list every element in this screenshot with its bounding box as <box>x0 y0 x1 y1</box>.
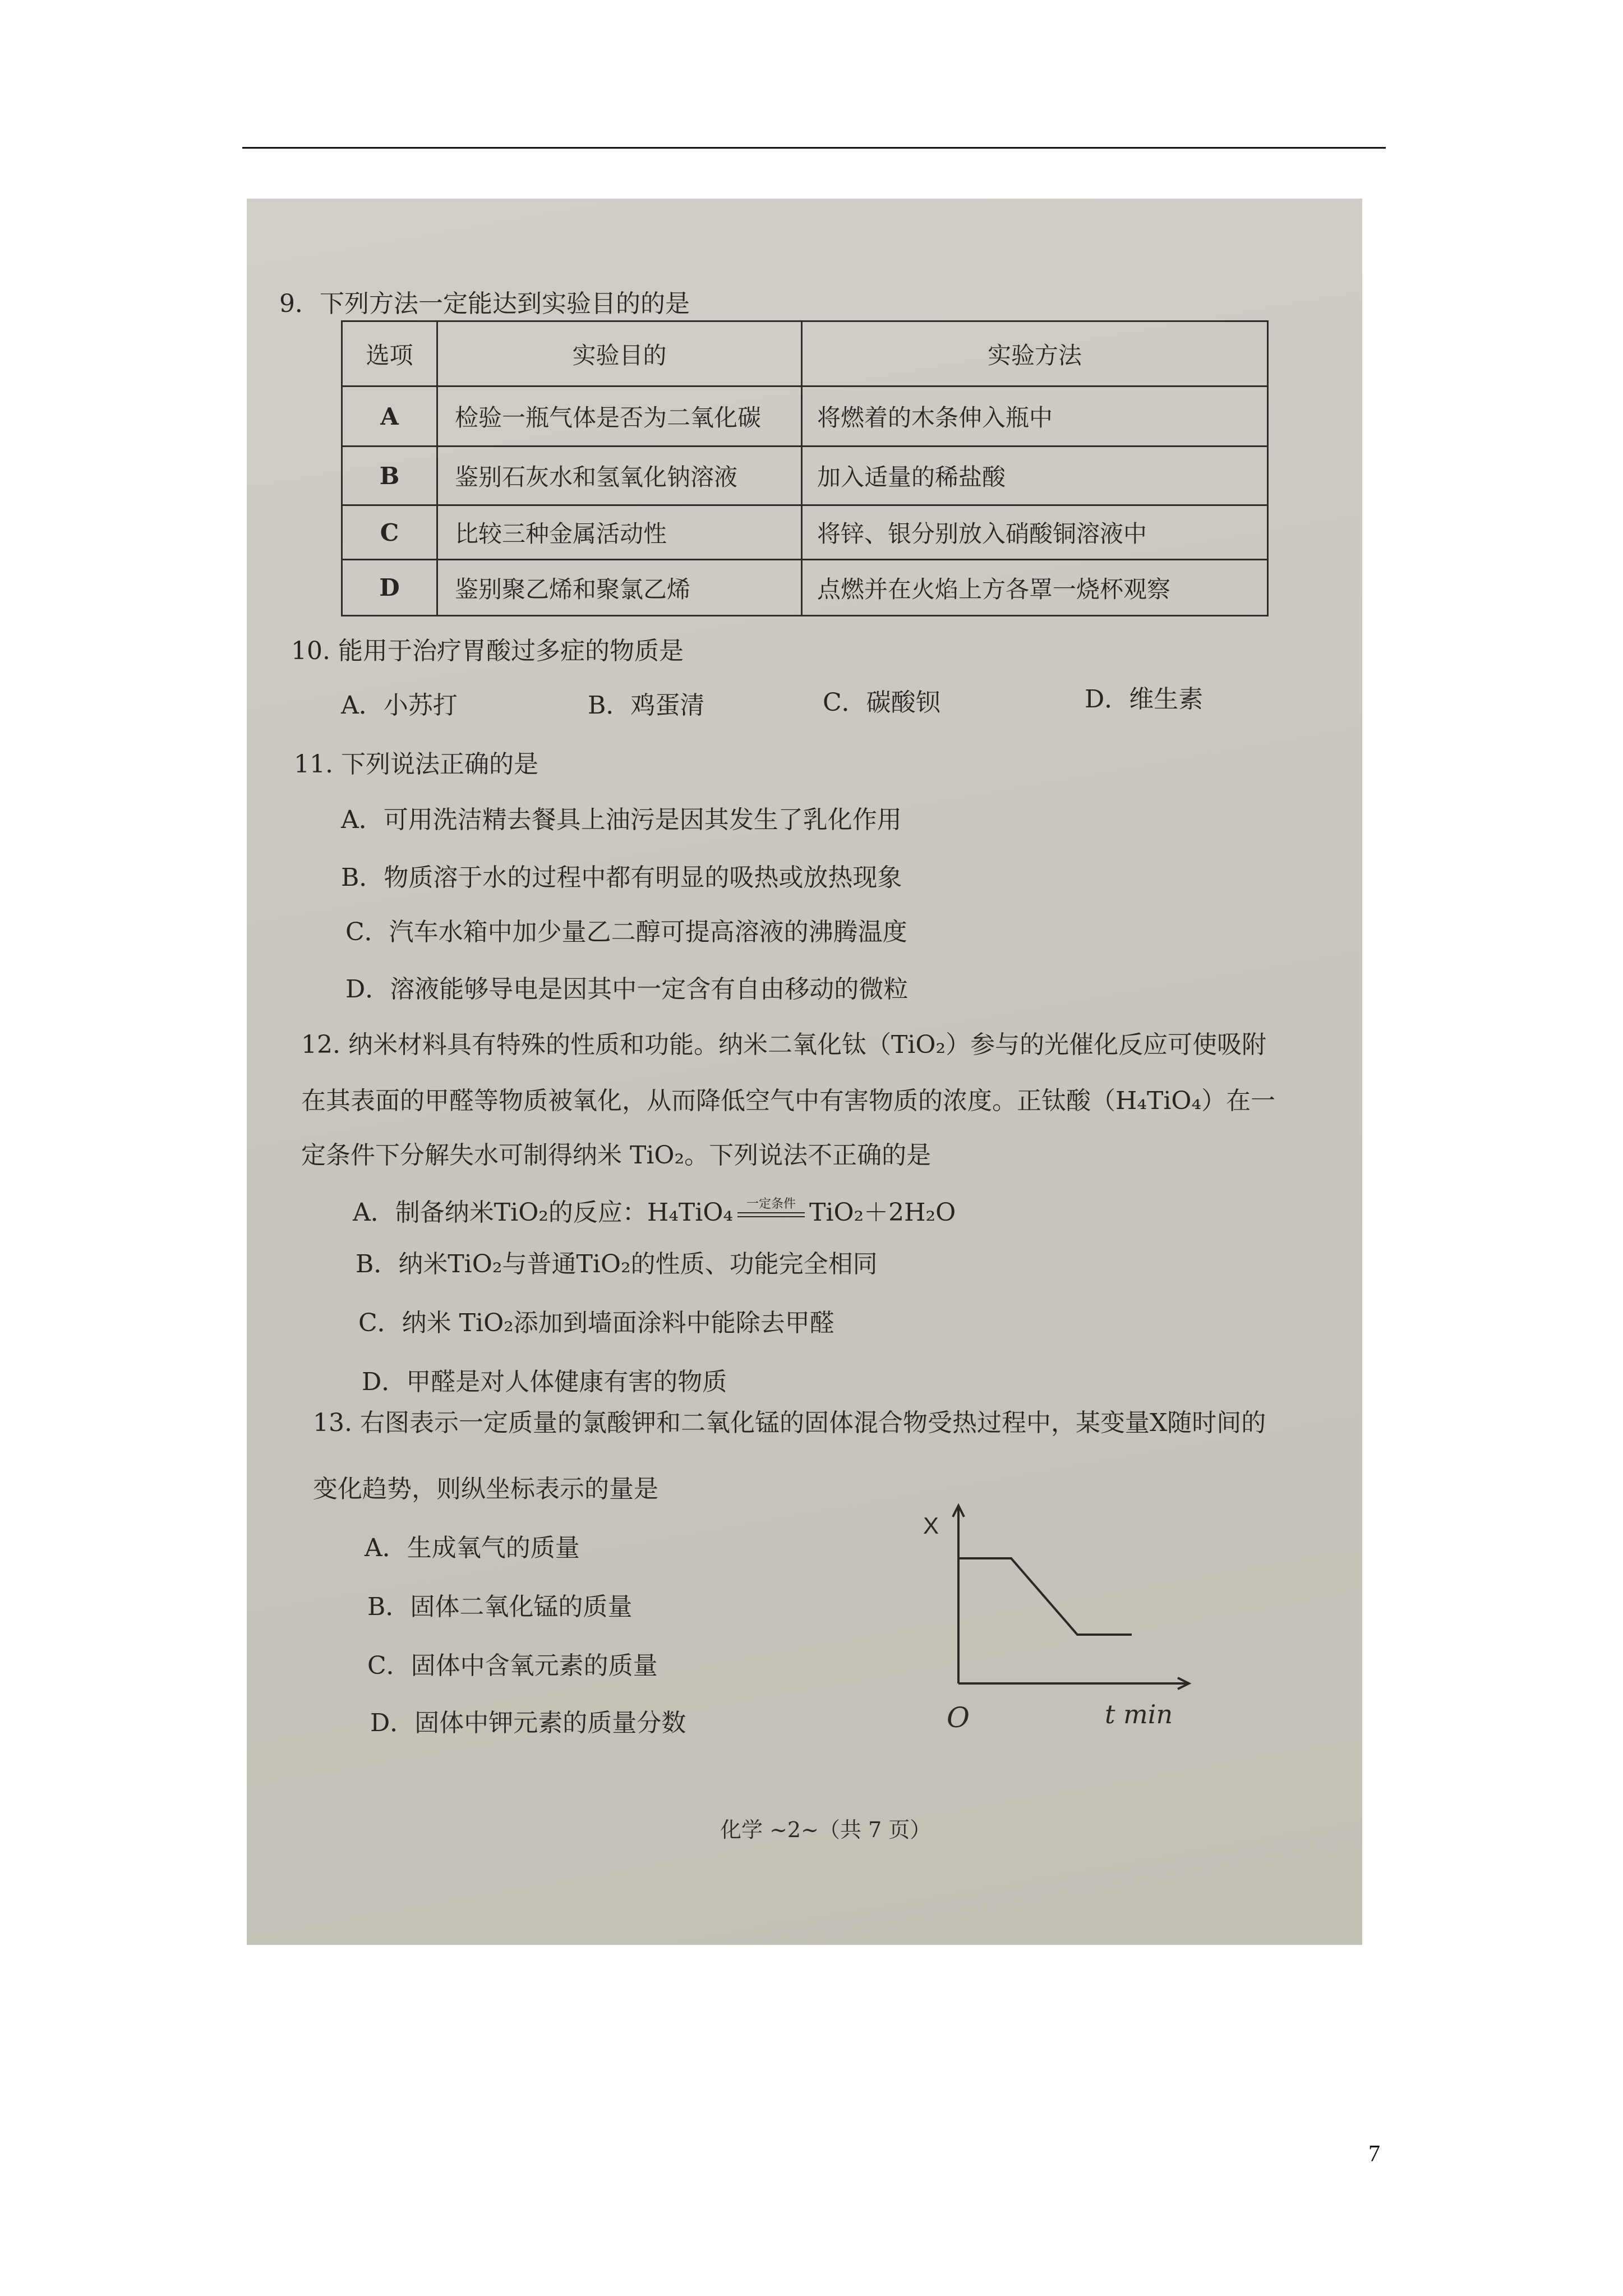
reaction-condition-equals <box>735 1199 807 1227</box>
q12-option-a <box>353 1199 956 1227</box>
q13-graph <box>909 1489 1223 1752</box>
q10-stem: 10. 能用于治疗胃酸过多症的物质是 <box>291 637 684 665</box>
table-cell-method: 将锌、银分别放入硝酸铜溶液中 <box>802 505 1268 560</box>
table-cell-aim: 鉴别石灰水和氢氧化钠溶液 <box>437 447 802 505</box>
table-cell-method: 将燃着的木条伸入瓶中 <box>802 386 1268 447</box>
scanned-exam-photo <box>247 199 1362 1945</box>
table-cell-aim: 比较三种金属活动性 <box>437 505 802 560</box>
table-row <box>342 560 1268 616</box>
q11-option-d: D．溶液能够导电是因其中一定含有自由移动的微粒 <box>345 975 909 1004</box>
table-header-option: 选项 <box>342 321 437 386</box>
q10-option-b: B．鸡蛋清 <box>588 691 705 720</box>
q13-option-c: C．固体中含氧元素的质量 <box>367 1651 658 1680</box>
page-top-rule <box>242 147 1386 149</box>
q11-stem: 11. 下列说法正确的是 <box>294 750 538 779</box>
q12-option-a-products: TiO₂＋2H₂O <box>809 1198 956 1227</box>
q10-option-a: A．小苏打 <box>341 691 458 720</box>
q12-option-c: C．纳米 TiO₂添加到墙面涂料中能除去甲醛 <box>358 1309 834 1337</box>
table-cell-aim: 检验一瓶气体是否为二氧化碳 <box>437 386 802 447</box>
equals-sign <box>737 1212 805 1217</box>
table-cell-option: D <box>342 560 437 616</box>
x-axis-label: t min <box>1105 1699 1173 1729</box>
page-number: 7 <box>1368 2141 1380 2167</box>
q12-stem-line-3: 定条件下分解失水可制得纳米 TiO₂。下列说法不正确的是 <box>301 1141 932 1170</box>
table-cell-option: A <box>342 386 437 447</box>
q12-stem-line-1: 12. 纳米材料具有特殊的性质和功能。纳米二氧化钛（TiO₂）参与的光催化反应可使吸附 <box>301 1030 1267 1059</box>
q13-option-d: D．固体中钾元素的质量分数 <box>370 1709 686 1737</box>
q12-option-a-prefix: A．制备纳米TiO₂的反应：H₄TiO₄ <box>353 1198 734 1227</box>
q10-option-d: D．维生素 <box>1085 685 1204 714</box>
q9-table <box>341 320 1267 616</box>
reaction-condition-label: 一定条件 <box>746 1197 796 1211</box>
table-row <box>342 505 1268 560</box>
q13-stem-line-2: 变化趋势，则纵坐标表示的量是 <box>313 1475 658 1503</box>
q12-option-b: B．纳米TiO₂与普通TiO₂的性质、功能完全相同 <box>356 1250 878 1278</box>
q11-option-c: C．汽车水箱中加少量乙二醇可提高溶液的沸腾温度 <box>345 918 907 946</box>
y-axis-label: X <box>923 1512 939 1539</box>
q10-option-c: C．碳酸钡 <box>823 688 940 717</box>
trend-line <box>958 1558 1132 1635</box>
table-header-aim: 实验目的 <box>437 321 802 386</box>
table-cell-method: 加入适量的稀盐酸 <box>802 447 1268 505</box>
table-cell-option: B <box>342 447 437 505</box>
table-cell-option: C <box>342 505 437 560</box>
q11-option-b: B．物质溶于水的过程中都有明显的吸热或放热现象 <box>341 863 902 892</box>
table-row <box>342 386 1268 447</box>
table-header-method: 实验方法 <box>802 321 1268 386</box>
q13-option-b: B．固体二氧化锰的质量 <box>367 1593 633 1621</box>
table-cell-method: 点燃并在火焰上方各罩一烧杯观察 <box>802 560 1268 616</box>
q12-stem-line-2: 在其表面的甲醛等物质被氧化，从而降低空气中有害物质的浓度。正钛酸（H₄TiO₄）在一 <box>301 1087 1276 1115</box>
q9-stem: 9．下列方法一定能达到实验目的的是 <box>279 289 690 318</box>
q12-option-d: D．甲醛是对人体健康有害的物质 <box>362 1368 727 1396</box>
table-cell-aim: 鉴别聚乙烯和聚氯乙烯 <box>437 560 802 616</box>
origin-label: O <box>947 1701 970 1734</box>
q11-option-a: A．可用洗洁精去餐具上油污是因其发生了乳化作用 <box>341 806 902 834</box>
table-header-row <box>342 321 1268 386</box>
footer-text: 化学 ~2~（共 7 页） <box>720 1818 932 1842</box>
q13-stem-line-1: 13. 右图表示一定质量的氯酸钾和二氧化锰的固体混合物受热过程中，某变量X随时间的 <box>313 1409 1266 1437</box>
q13-option-a: A．生成氧气的质量 <box>365 1534 580 1562</box>
table-row <box>342 447 1268 505</box>
